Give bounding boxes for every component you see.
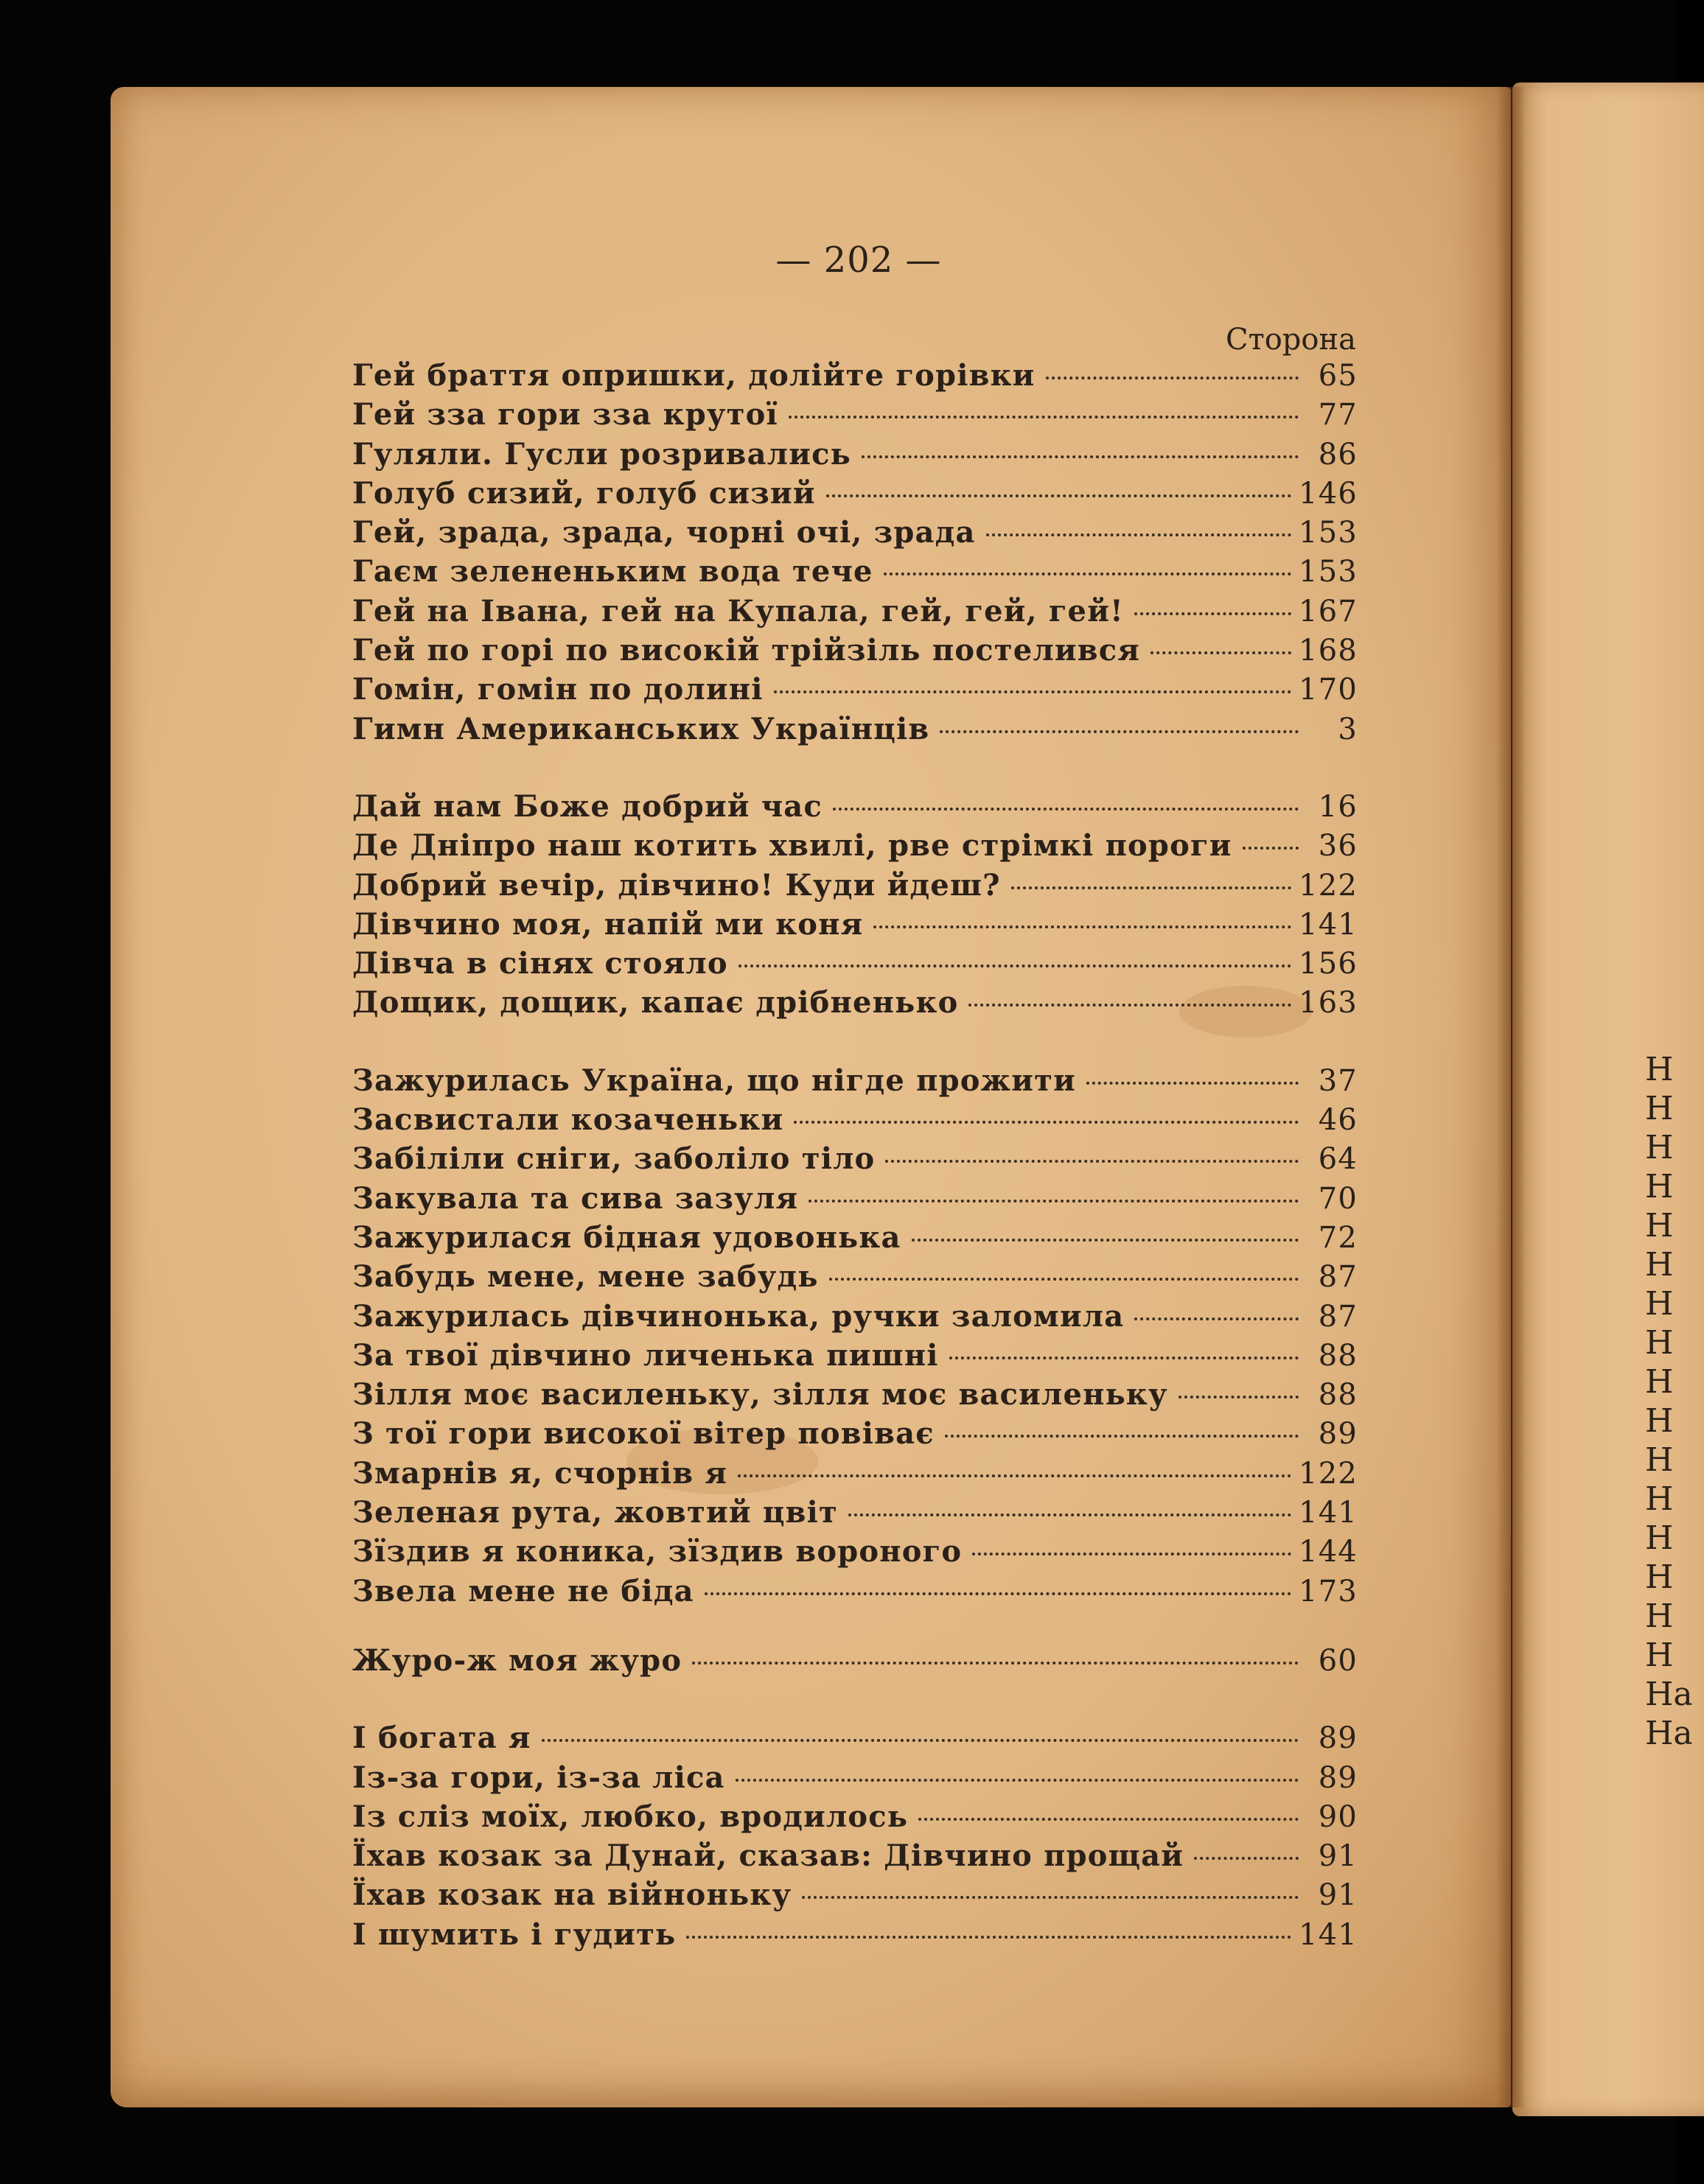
toc-entry-title: Журо-ж моя журо <box>352 1642 682 1678</box>
toc-entry-title: Із-за гори, із-за ліса <box>352 1760 725 1795</box>
page-gutter <box>1496 87 1526 2107</box>
toc-entry-title: Дівча в сінях стояло <box>352 946 728 981</box>
dot-leader <box>774 690 1291 693</box>
dot-leader <box>912 1239 1299 1242</box>
facing-page-letter: Н <box>1645 1519 1674 1557</box>
facing-page-letter: На <box>1645 1676 1693 1713</box>
toc-entry <box>352 1377 1358 1416</box>
toc-entry <box>352 789 1358 828</box>
toc-entry-page: 153 <box>1299 516 1358 550</box>
toc-entry-page: 170 <box>1299 673 1358 707</box>
dot-leader <box>1086 1082 1299 1085</box>
table-of-contents <box>352 358 1358 1956</box>
toc-entry-title: Гомін, гомін по долині <box>352 672 764 707</box>
toc-entry <box>352 828 1358 867</box>
dot-leader <box>794 1121 1299 1124</box>
toc-group <box>352 789 1358 1025</box>
facing-page-letter: Н <box>1645 1246 1674 1284</box>
toc-entry-page: 173 <box>1299 1574 1358 1609</box>
toc-group <box>352 1063 1358 1613</box>
toc-group <box>352 1643 1358 1682</box>
toc-entry-page: 89 <box>1318 1417 1358 1452</box>
dot-leader <box>848 1513 1291 1516</box>
toc-entry-title: За твої дівчино личенька пишні <box>352 1337 939 1373</box>
toc-entry <box>352 1838 1358 1877</box>
toc-entry-page: 16 <box>1318 789 1358 824</box>
dot-leader <box>736 1779 1299 1782</box>
toc-entry-page: 64 <box>1318 1142 1358 1177</box>
dot-leader <box>862 455 1299 458</box>
toc-entry <box>352 1760 1358 1799</box>
dot-leader <box>833 808 1299 811</box>
dot-leader <box>826 494 1291 497</box>
dot-leader <box>738 1474 1291 1477</box>
facing-page-letter: Н <box>1645 1480 1674 1518</box>
toc-entry <box>352 397 1358 436</box>
toc-entry <box>352 1102 1358 1141</box>
toc-entry-title: Із сліз моїх, любко, вродилось <box>352 1799 909 1834</box>
toc-entry-page: 91 <box>1318 1878 1358 1913</box>
toc-entry <box>352 1574 1358 1613</box>
facing-page-letter: На <box>1645 1715 1693 1752</box>
group-spacer <box>352 1025 1358 1063</box>
toc-entry <box>352 554 1358 593</box>
toc-entry <box>352 358 1358 397</box>
toc-entry-page: 86 <box>1318 437 1358 472</box>
dot-leader <box>1194 1857 1299 1860</box>
dot-leader <box>1150 651 1291 654</box>
toc-entry-page: 91 <box>1318 1839 1358 1874</box>
toc-entry <box>352 515 1358 554</box>
toc-entry-page: 122 <box>1299 1456 1358 1491</box>
dot-leader <box>940 730 1299 733</box>
toc-entry-title: Гей по горі по високій трійзіль постелився <box>352 633 1141 668</box>
toc-entry-title: І шумить і гудить <box>352 1917 677 1952</box>
toc-entry-title: Дівчино моя, напій ми коня <box>352 906 864 942</box>
toc-entry-page: 146 <box>1299 476 1358 511</box>
toc-entry-title: Гей зза гори зза крутої <box>352 397 778 433</box>
facing-page-letter: Н <box>1645 1597 1674 1635</box>
facing-page-letter: Н <box>1645 1363 1674 1401</box>
toc-entry-title: Гуляли. Гусли розривались <box>352 436 851 472</box>
toc-entry <box>352 1456 1358 1495</box>
toc-entry-page: 87 <box>1318 1260 1358 1295</box>
toc-entry-title: Звела мене не біда <box>352 1573 694 1609</box>
toc-entry-page: 122 <box>1299 868 1358 903</box>
toc-entry-page: 163 <box>1299 986 1358 1021</box>
facing-page-letter: Н <box>1645 1051 1674 1088</box>
group-spacer <box>352 1613 1358 1643</box>
toc-entry <box>352 1495 1358 1534</box>
toc-entry-title: Де Дніпро наш котить хвилі, рве стрімкі пороги <box>352 828 1232 864</box>
toc-entry-title: Дощик, дощик, капає дрібненько <box>352 985 959 1021</box>
toc-entry-title: Гаєм зелененьким вода тече <box>352 554 873 589</box>
toc-entry-title: Змарнів я, счорнів я <box>352 1455 728 1491</box>
toc-entry-title: З тої гори високої вітер повіває <box>352 1416 935 1452</box>
group-spacer <box>352 1682 1358 1721</box>
toc-entry <box>352 1063 1358 1102</box>
dot-leader <box>1134 612 1291 615</box>
facing-page-letter: Н <box>1645 1207 1674 1245</box>
dot-leader <box>692 1662 1299 1665</box>
toc-entry-page: 90 <box>1318 1799 1358 1834</box>
toc-entry <box>352 712 1358 751</box>
facing-page-letter: Н <box>1645 1441 1674 1479</box>
toc-entry <box>352 1917 1358 1956</box>
toc-entry-page: 70 <box>1318 1181 1358 1216</box>
dot-leader <box>789 416 1299 419</box>
toc-entry-title: Зїздив я коника, зїздив вороного <box>352 1534 963 1569</box>
toc-entry-page: 3 <box>1338 712 1358 746</box>
toc-entry-page: 36 <box>1318 829 1358 864</box>
toc-entry <box>352 476 1358 515</box>
toc-entry-page: 37 <box>1318 1063 1358 1098</box>
toc-entry <box>352 946 1358 985</box>
toc-group <box>352 1721 1358 1956</box>
dot-leader <box>873 925 1291 928</box>
toc-entry-title: Зілля моє василеньку, зілля моє василеньку <box>352 1377 1168 1413</box>
facing-page-letter: Н <box>1645 1129 1674 1166</box>
toc-entry-title: Зеленая рута, жовтий цвіт <box>352 1495 838 1530</box>
toc-entry-page: 144 <box>1299 1535 1358 1569</box>
dot-leader <box>686 1936 1291 1939</box>
toc-entry <box>352 1721 1358 1760</box>
toc-entry-page: 167 <box>1299 594 1358 629</box>
toc-entry-page: 141 <box>1299 1496 1358 1530</box>
facing-page-letter: Н <box>1645 1402 1674 1440</box>
toc-entry <box>352 1181 1358 1220</box>
dot-leader <box>1179 1396 1299 1399</box>
toc-entry <box>352 1220 1358 1259</box>
page-number: — 202 — <box>775 239 942 281</box>
facing-page-letter: Н <box>1645 1637 1674 1674</box>
toc-entry-page: 77 <box>1318 398 1358 433</box>
toc-entry-page: 156 <box>1299 947 1358 981</box>
facing-page-letters <box>1645 1050 1693 1753</box>
dot-leader <box>945 1435 1299 1438</box>
toc-entry <box>352 1259 1358 1298</box>
dot-leader <box>738 965 1291 967</box>
toc-entry-title: Забудь мене, мене забудь <box>352 1259 819 1295</box>
dot-leader <box>809 1200 1299 1203</box>
toc-entry-title: Дай нам Боже добрий час <box>352 788 823 824</box>
toc-entry-title: І богата я <box>352 1721 531 1756</box>
dot-leader <box>968 1004 1291 1007</box>
dot-leader <box>705 1592 1291 1595</box>
toc-entry-page: 46 <box>1318 1103 1358 1138</box>
facing-page-letter: Н <box>1645 1090 1674 1127</box>
dot-leader <box>918 1818 1299 1821</box>
toc-entry-page: 88 <box>1318 1378 1358 1413</box>
toc-entry-title: Зажурилася бідная удовонька <box>352 1219 901 1255</box>
toc-entry-title: Добрий вечір, дівчино! Куди йдеш? <box>352 867 1001 903</box>
toc-entry <box>352 1338 1358 1377</box>
toc-entry <box>352 1141 1358 1180</box>
toc-entry-page: 87 <box>1318 1299 1358 1334</box>
facing-page-letter: Н <box>1645 1324 1674 1362</box>
dot-leader <box>885 1160 1299 1163</box>
dot-leader <box>949 1357 1299 1359</box>
toc-entry-title: Закувала та сива зазуля <box>352 1180 799 1216</box>
dot-leader <box>1011 886 1291 889</box>
toc-entry-page: 141 <box>1299 1917 1358 1952</box>
toc-entry-title: Зажурилась дівчинонька, ручки заломила <box>352 1298 1125 1334</box>
toc-entry-title: Засвистали козаченьки <box>352 1102 784 1138</box>
toc-entry-page: 168 <box>1299 634 1358 668</box>
toc-entry-page: 89 <box>1318 1760 1358 1795</box>
dot-leader <box>829 1278 1299 1281</box>
toc-entry <box>352 1877 1358 1917</box>
dot-leader <box>802 1896 1299 1899</box>
dot-leader <box>884 573 1291 575</box>
toc-entry <box>352 985 1358 1024</box>
dot-leader <box>986 533 1291 536</box>
toc-entry-title: Їхав козак за Дунай, сказав: Дівчино прощай <box>352 1838 1184 1874</box>
dot-leader <box>542 1739 1299 1742</box>
toc-entry-page: 65 <box>1318 359 1358 393</box>
toc-entry-title: Їхав козак на війноньку <box>352 1877 792 1913</box>
toc-entry <box>352 1643 1358 1682</box>
toc-entry-title: Гей, зрада, зрада, чорні очі, зрада <box>352 515 976 550</box>
toc-entry <box>352 437 1358 476</box>
toc-entry <box>352 1299 1358 1338</box>
toc-entry-page: 141 <box>1299 907 1358 942</box>
toc-entry <box>352 672 1358 711</box>
toc-entry <box>352 633 1358 672</box>
facing-page-letter: Н <box>1645 1285 1674 1323</box>
toc-entry-title: Зажурилась Україна, що нігде прожити <box>352 1063 1076 1098</box>
group-spacer <box>352 751 1358 789</box>
toc-entry <box>352 907 1358 946</box>
toc-entry-title: Гей на Івана, гей на Купала, гей, гей, гей! <box>352 593 1124 629</box>
dot-leader <box>1134 1317 1299 1320</box>
toc-entry <box>352 1534 1358 1573</box>
toc-entry-page: 60 <box>1318 1643 1358 1678</box>
toc-entry-page: 153 <box>1299 555 1358 589</box>
dot-leader <box>1243 847 1299 850</box>
dot-leader <box>1046 377 1299 379</box>
toc-entry-title: Гей браття опришки, долійте горівки <box>352 358 1036 393</box>
dot-leader <box>972 1553 1291 1555</box>
toc-entry-page: 88 <box>1318 1338 1358 1373</box>
toc-entry-page: 89 <box>1318 1721 1358 1756</box>
toc-entry <box>352 868 1358 907</box>
facing-page <box>1512 83 1704 2116</box>
facing-page-letter: Н <box>1645 1168 1674 1205</box>
toc-entry <box>352 1799 1358 1838</box>
toc-entry-page: 72 <box>1318 1220 1358 1255</box>
toc-entry-title: Гимн Американських Українців <box>352 711 930 746</box>
toc-entry <box>352 1416 1358 1455</box>
page-column-heading: Сторона <box>1225 323 1356 357</box>
toc-entry-title: Голуб сизий, голуб сизий <box>352 475 816 511</box>
facing-page-letter: Н <box>1645 1558 1674 1596</box>
toc-entry <box>352 594 1358 633</box>
toc-group <box>352 358 1358 751</box>
toc-entry-title: Забіліли сніги, заболіло тіло <box>352 1141 876 1177</box>
